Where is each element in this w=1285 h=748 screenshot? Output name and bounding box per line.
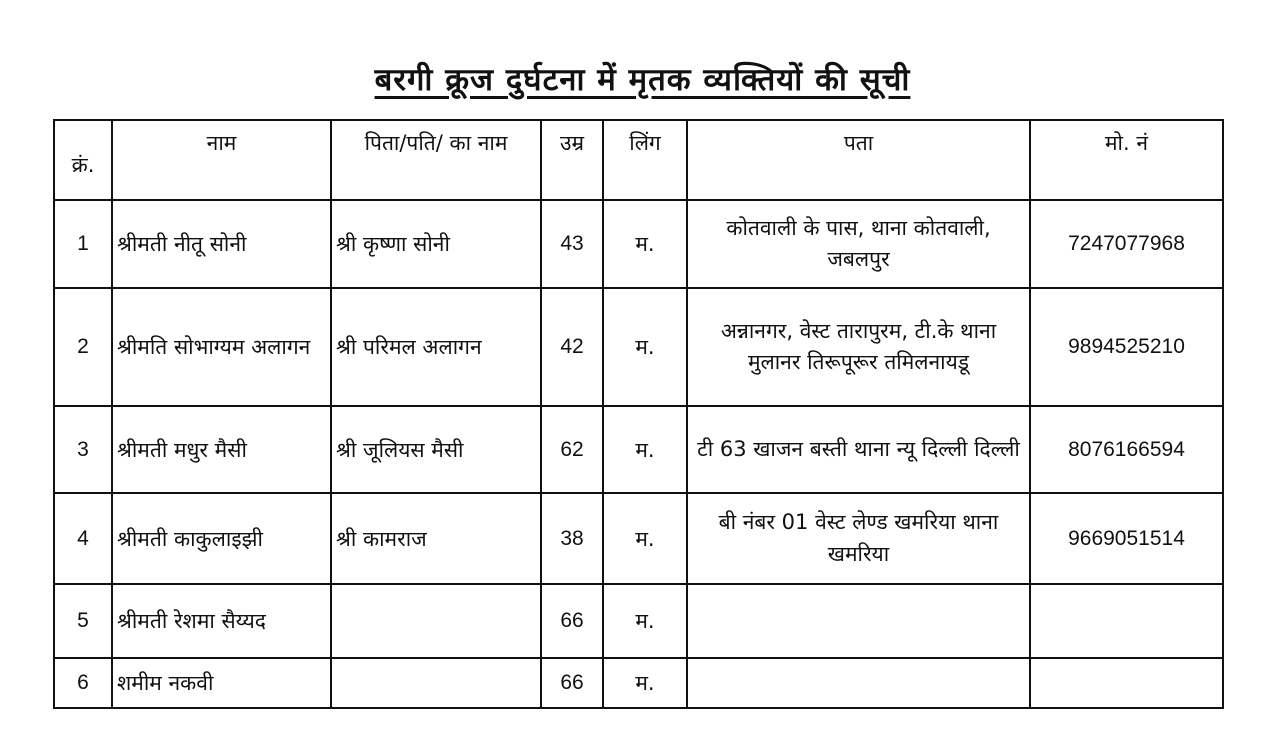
cell-name: श्रीमती मधुर मैसी: [112, 406, 331, 493]
cell-gender: म.: [603, 406, 687, 493]
cell-father-husband: श्री कृष्णा सोनी: [331, 200, 541, 288]
header-father-husband: पिता/पति/ का नाम: [331, 120, 541, 200]
cell-father-husband: [331, 658, 541, 708]
cell-age: 66: [541, 658, 603, 708]
cell-mobile: 8076166594: [1030, 406, 1223, 493]
cell-mobile: [1030, 658, 1223, 708]
victims-table: [53, 119, 1224, 709]
table-row: [54, 584, 1223, 658]
cell-serial: 6: [54, 658, 112, 708]
cell-mobile: 9669051514: [1030, 493, 1223, 584]
cell-gender: म.: [603, 288, 687, 406]
header-mobile: मो. नं: [1030, 120, 1223, 200]
cell-mobile: 7247077968: [1030, 200, 1223, 288]
cell-gender: म.: [603, 584, 687, 658]
cell-serial: 5: [54, 584, 112, 658]
cell-name: श्रीमती काकुलाइझी: [112, 493, 331, 584]
header-serial: क्रं.: [54, 120, 112, 200]
cell-name: श्रीमति सोभाग्यम अलागन: [112, 288, 331, 406]
document-title: बरगी क्रूज दुर्घटना में मृतक व्यक्तियों की सूची: [374, 62, 911, 98]
cell-address: बी नंबर 01 वेस्ट लेण्ड खमरिया थाना खमरिया: [687, 493, 1030, 584]
cell-serial: 2: [54, 288, 112, 406]
cell-father-husband: श्री कामराज: [331, 493, 541, 584]
cell-father-husband: श्री जूलियस मैसी: [331, 406, 541, 493]
table-row: [54, 406, 1223, 493]
cell-serial: 1: [54, 200, 112, 288]
cell-address: [687, 658, 1030, 708]
header-address: पता: [687, 120, 1030, 200]
cell-name: श्रीमती नीतू सोनी: [112, 200, 331, 288]
cell-mobile: 9894525210: [1030, 288, 1223, 406]
cell-gender: म.: [603, 200, 687, 288]
cell-gender: म.: [603, 493, 687, 584]
cell-gender: म.: [603, 658, 687, 708]
table-row: [54, 200, 1223, 288]
cell-name: श्रीमती रेशमा सैय्यद: [112, 584, 331, 658]
cell-father-husband: [331, 584, 541, 658]
cell-mobile: [1030, 584, 1223, 658]
table-row: [54, 658, 1223, 708]
header-name: नाम: [112, 120, 331, 200]
cell-address: [687, 584, 1030, 658]
table-row: [54, 493, 1223, 584]
table-row: [54, 288, 1223, 406]
cell-serial: 3: [54, 406, 112, 493]
cell-serial: 4: [54, 493, 112, 584]
cell-father-husband: श्री परिमल अलागन: [331, 288, 541, 406]
cell-address: कोतवाली के पास, थाना कोतवाली, जबलपुर: [687, 200, 1030, 288]
cell-name: शमीम नकवी: [112, 658, 331, 708]
cell-age: 38: [541, 493, 603, 584]
cell-age: 43: [541, 200, 603, 288]
cell-address: टी 63 खाजन बस्ती थाना न्यू दिल्ली दिल्ली: [687, 406, 1030, 493]
cell-age: 66: [541, 584, 603, 658]
header-age: उम्र: [541, 120, 603, 200]
cell-address: अन्नानगर, वेस्ट तारापुरम, टी.के थाना मुलानर तिरूपूरूर तमिलनायडू: [687, 288, 1030, 406]
cell-age: 42: [541, 288, 603, 406]
table-header-row: [54, 120, 1223, 200]
cell-age: 62: [541, 406, 603, 493]
header-gender: लिंग: [603, 120, 687, 200]
